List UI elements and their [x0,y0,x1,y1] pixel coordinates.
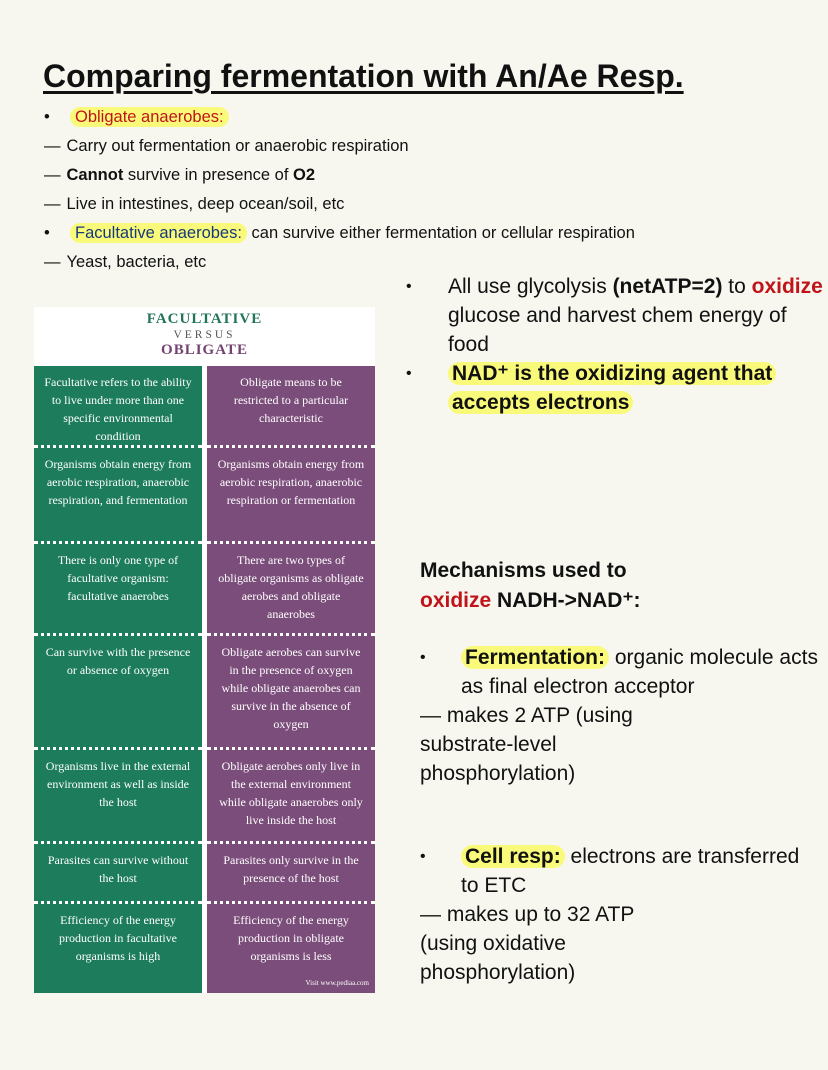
cell-resp-bullet: • Cell resp: electrons are transferred to ETC [420,845,800,897]
table-row [34,750,375,844]
table-row [34,544,375,636]
cell-resp-atp: — makes up to 32 ATP (using oxidative phosphorylation) [420,903,634,984]
facultative-cell: Organisms obtain energy from aerobic respiration, anaerobic respiration, and fermentation [34,448,202,544]
heading-facultative: FACULTATIVE [146,311,263,327]
note-dash-4: — Yeast, bacteria, etc [44,253,207,271]
source-credit: Visit www.pediaa.com [305,979,369,987]
facultative-cell: Efficiency of the energy production in facultative organisms is high [34,904,202,993]
nad-bullet: • NAD⁺ is the oxidizing agent that accepts electrons [404,359,824,417]
obligate-cell: Obligate aerobes only live in the external environment while obligate anaerobes only live inside the host [207,750,375,844]
table-row [34,636,375,750]
fermentation-bullet: • Fermentation: organic molecule acts as final electron acceptor [420,646,818,698]
comparison-rows [34,366,375,993]
facultative-cell: Can survive with the presence or absence of oxygen [34,636,202,750]
note-dash-3: — Live in intestines, deep ocean/soil, etc [44,195,345,213]
top-notes [44,103,804,277]
obligate-cell: Organisms obtain energy from aerobic respiration, anaerobic respiration or fermentation [207,448,375,544]
page-title: Comparing fermentation with An/Ae Resp. [43,58,684,94]
facultative-cell: Parasites can survive without the host [34,844,202,904]
fermentation-block [420,643,820,788]
mechanisms-heading: Mechanisms used to oxidize NADH->NAD⁺: [420,559,641,612]
table-row [34,844,375,904]
facultative-label: Facultative anaerobes: [70,223,247,243]
comparison-table [34,307,375,993]
obligate-cell: There are two types of obligate organisms as obligate aerobes and obligate anaerobes [207,544,375,636]
obligate-bullet: • Obligate anaerobes: [44,103,804,132]
note-dash-2: — Cannot survive in presence of O2 [44,166,316,184]
facultative-cell: Organisms live in the external environment as well as inside the host [34,750,202,844]
heading-versus: VERSUS [173,329,236,341]
heading-obligate: OBLIGATE [161,342,248,358]
obligate-label: Obligate anaerobes: [70,107,229,127]
obligate-cell: Parasites only survive in the presence of the host [207,844,375,904]
note-dash-1: — Carry out fermentation or anaerobic respiration [44,137,409,155]
fermentation-atp: — makes 2 ATP (using substrate-level phosphorylation) [420,704,633,785]
facultative-bullet: • Facultative anaerobes: can survive either fermentation or cellular respiration [44,224,635,242]
obligate-cell: Obligate means to be restricted to a particular characteristic [207,366,375,448]
glycolysis-notes [404,272,824,417]
obligate-cell: Efficiency of the energy production in obligate organisms is less [207,904,375,993]
facultative-cell: Facultative refers to the ability to live under more than one specific environmental condition [34,366,202,448]
comparison-heading [34,307,375,365]
table-row [34,448,375,544]
glycolysis-bullet: • All use glycolysis (netATP=2) to oxidize glucose and harvest chem energy of food [406,275,823,356]
table-row [34,366,375,448]
obligate-cell: Obligate aerobes can survive in the presence of oxygen while obligate anaerobes can survive in the absence of oxygen [207,636,375,750]
cell-resp-block [420,842,820,987]
facultative-cell: There is only one type of facultative organism: facultative anaerobes [34,544,202,636]
